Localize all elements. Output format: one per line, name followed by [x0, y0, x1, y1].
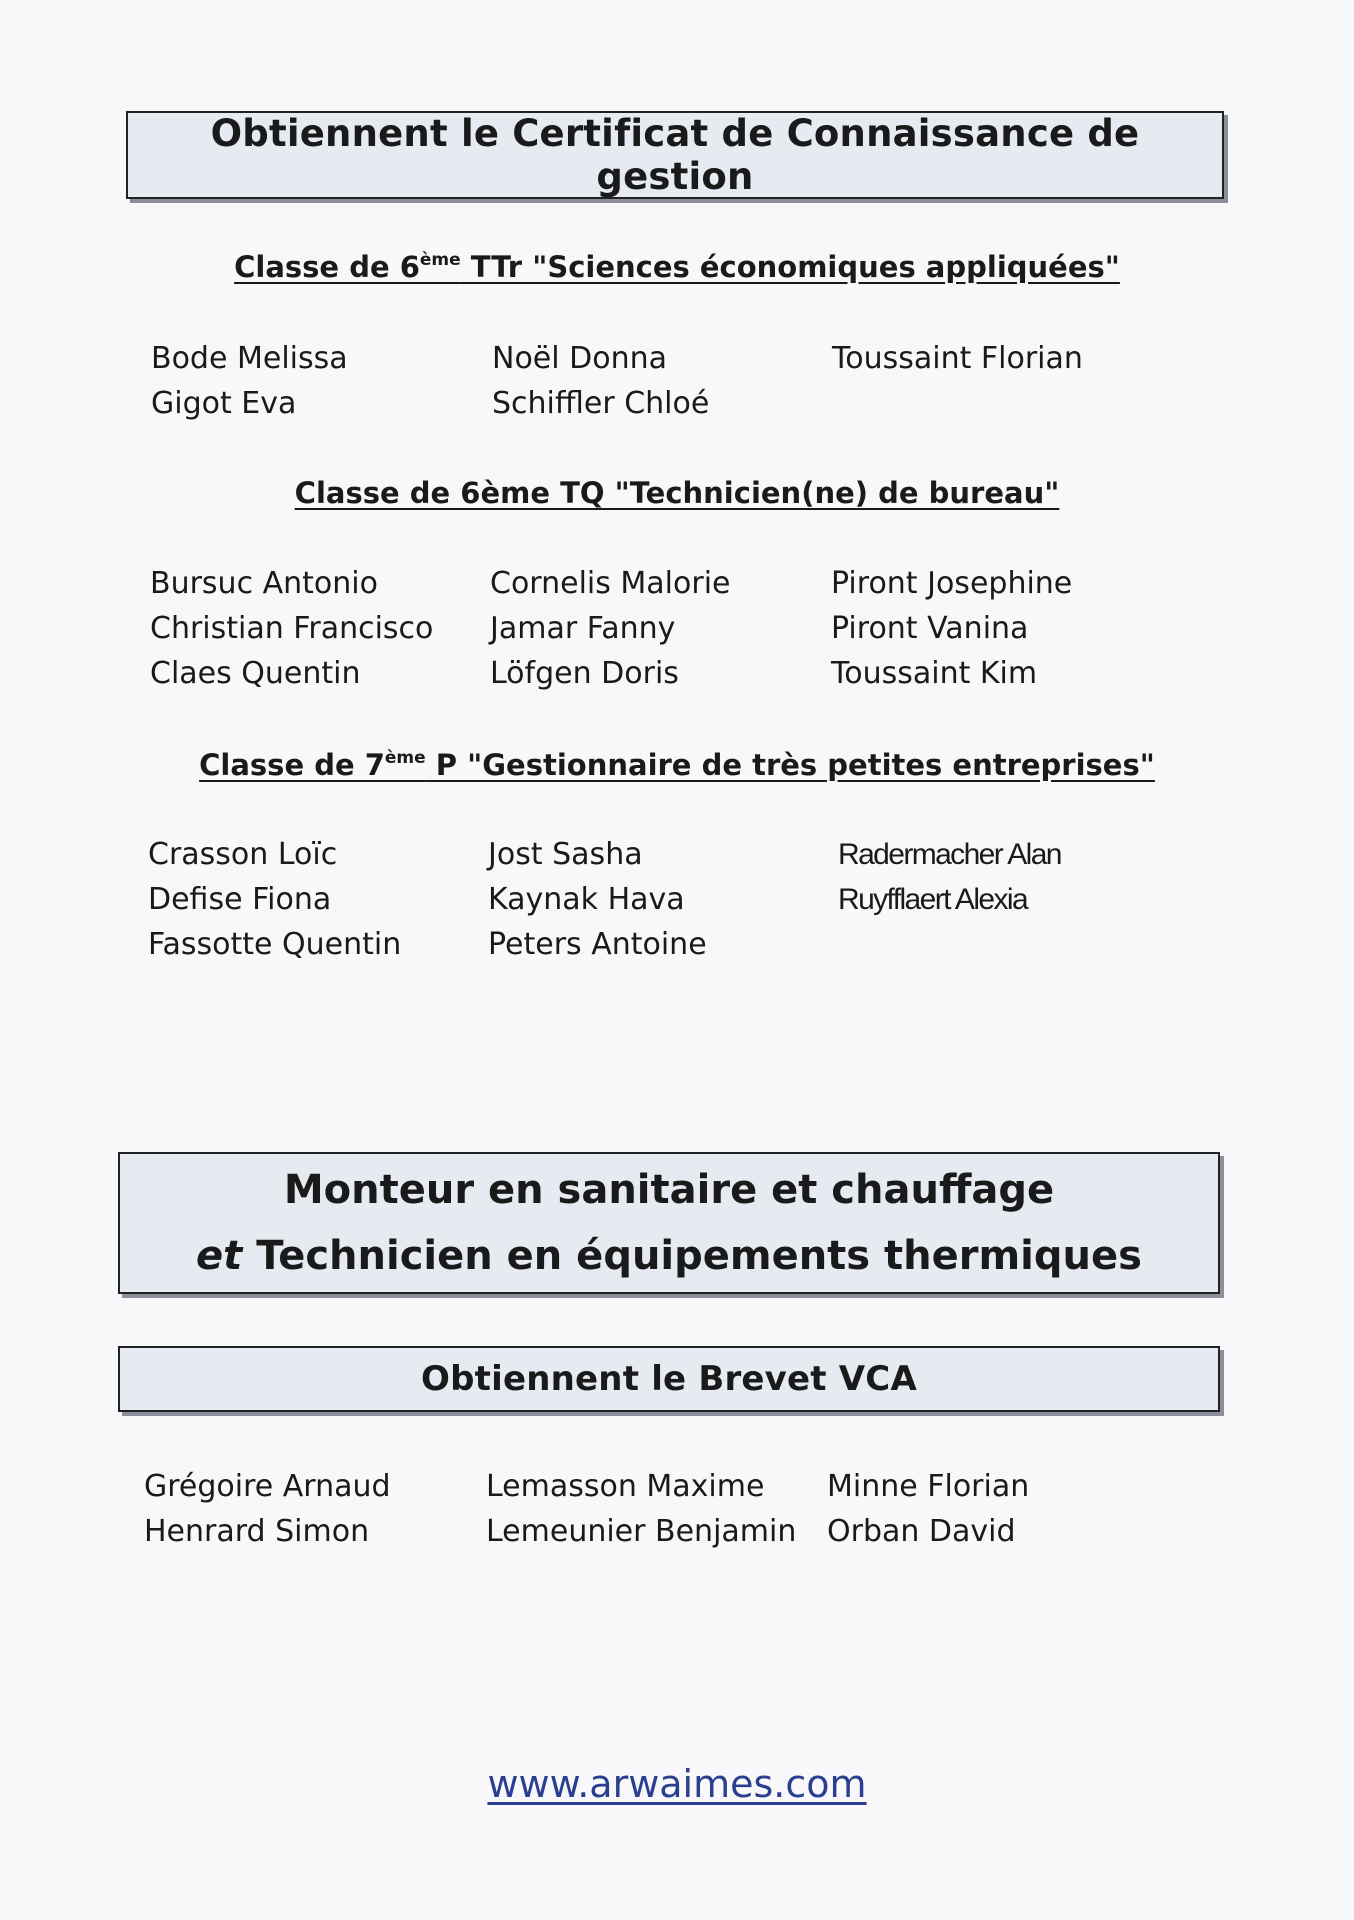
- student-name: Schiffler Chloé: [492, 386, 710, 421]
- student-name: Gigot Eva: [151, 386, 297, 421]
- student-name: Piront Josephine: [831, 566, 1073, 601]
- student-name: Kaynak Hava: [488, 882, 685, 917]
- student-name: Piront Vanina: [831, 611, 1029, 646]
- student-name: Peters Antoine: [488, 927, 707, 962]
- section-title-vca: Obtiennent le Brevet VCA: [421, 1359, 917, 1399]
- student-name: Orban David: [827, 1514, 1016, 1549]
- names-list-6-tq: [0, 561, 1354, 701]
- student-name: Lemasson Maxime: [486, 1469, 765, 1504]
- student-name: Christian Francisco: [150, 611, 434, 646]
- section-title-box-vca: [118, 1346, 1220, 1412]
- student-name: Radermacher Alan: [838, 838, 1061, 871]
- student-name: Löfgen Doris: [490, 656, 679, 691]
- section-title-box-monteur: [118, 1152, 1220, 1294]
- student-name: Toussaint Kim: [831, 656, 1038, 691]
- section-title-monteur-line1: Monteur en sanitaire et chauffage: [283, 1167, 1055, 1213]
- class-heading-6-ttr: Classe de 6ème TTr "Sciences économiques appliquées": [234, 250, 1120, 284]
- student-name: Toussaint Florian: [832, 341, 1083, 376]
- student-name: Noël Donna: [492, 341, 667, 376]
- student-name: Fassotte Quentin: [148, 927, 402, 962]
- student-name: Bode Melissa: [151, 341, 348, 376]
- student-name: Ruyfflaert Alexia: [838, 883, 1028, 916]
- student-name: Jamar Fanny: [490, 611, 676, 646]
- student-name: Minne Florian: [827, 1469, 1030, 1504]
- student-name: Bursuc Antonio: [150, 566, 378, 601]
- class-heading-7-p: Classe de 7ème P "Gestionnaire de très petites entreprises": [199, 748, 1155, 782]
- section-title-certificat: Obtiennent le Certificat de Connaissance de gestion: [210, 112, 1140, 198]
- website-link[interactable]: www.arwaimes.com: [487, 1762, 867, 1806]
- student-name: Lemeunier Benjamin: [486, 1514, 797, 1549]
- student-name: Grégoire Arnaud: [144, 1469, 391, 1504]
- student-name: Crasson Loïc: [148, 837, 338, 872]
- names-list-7-p: [0, 832, 1354, 972]
- student-name: Jost Sasha: [488, 837, 643, 872]
- student-name: Defise Fiona: [148, 882, 332, 917]
- class-heading-6-tq: Classe de 6ème TQ "Technicien(ne) de bureau": [294, 476, 1060, 510]
- section-title-monteur-line2: et Technicien en équipements thermiques: [196, 1233, 1142, 1279]
- section-title-box-certificat: [126, 111, 1224, 199]
- names-list-6-ttr: [0, 336, 1354, 436]
- student-name: Claes Quentin: [150, 656, 361, 691]
- student-name: Henrard Simon: [144, 1514, 370, 1549]
- names-list-vca: [0, 1464, 1354, 1564]
- student-name: Cornelis Malorie: [490, 566, 731, 601]
